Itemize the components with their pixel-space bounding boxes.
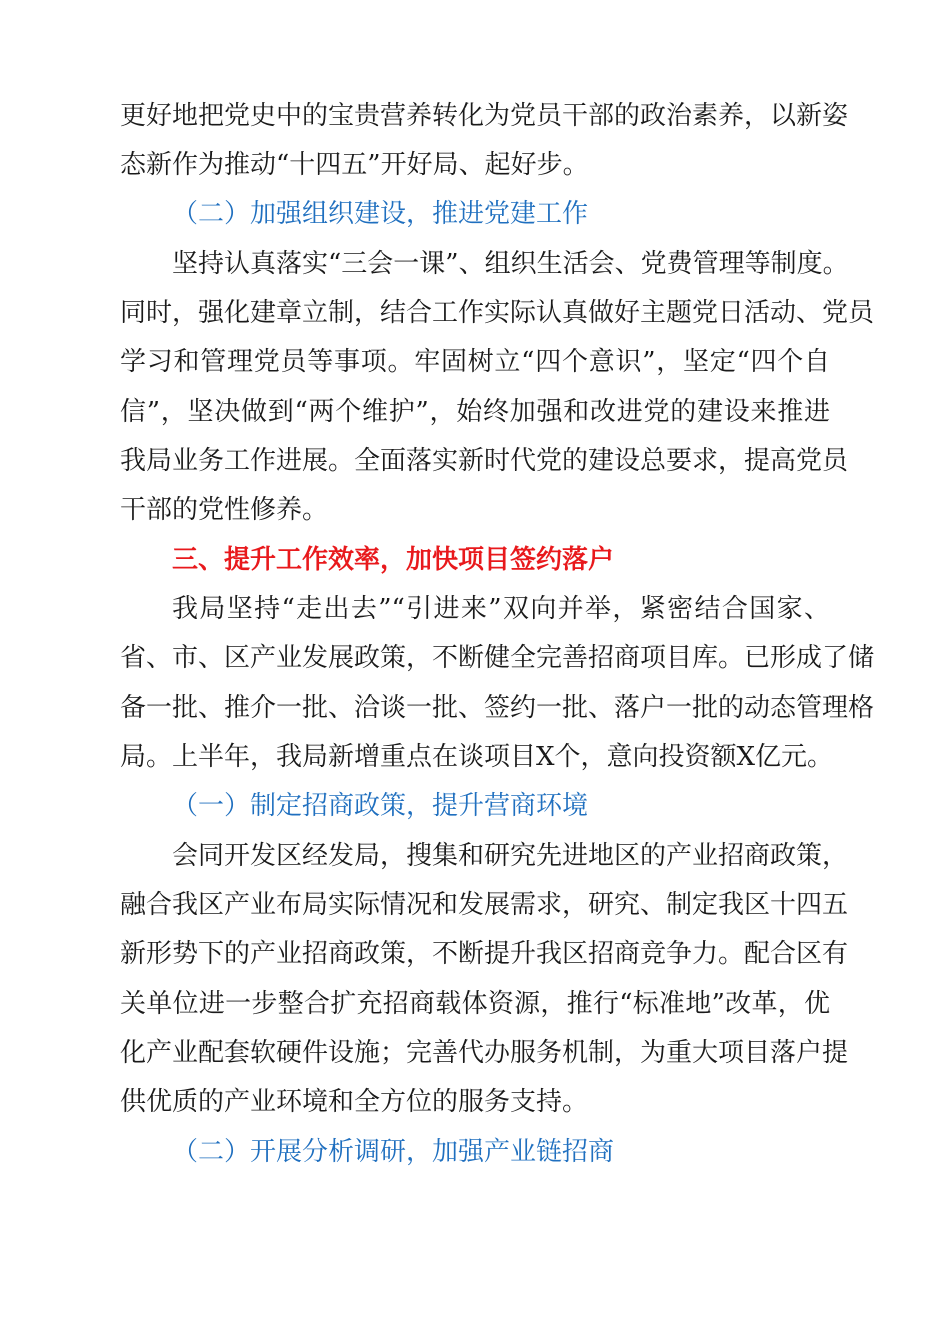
section-subheading: （二）加强组织建设，推进党建工作 <box>172 199 589 229</box>
paragraph-line: 我局坚持“走出去”“引进来”双向并举，紧密结合国家、 <box>172 594 830 624</box>
paragraph-line: 同时，强化建章立制，结合工作实际认真做好主题党日活动、党员 <box>120 298 875 328</box>
section-heading: 三、提升工作效率，加快项目签约落户 <box>172 545 615 575</box>
paragraph-line: 局。上半年，我局新增重点在谈项目X个，意向投资额X亿元。 <box>120 742 834 772</box>
paragraph-line: 学习和管理党员等事项。牢固树立“四个意识”，坚定“四个自 <box>120 347 830 377</box>
paragraph-line: 融合我区产业布局实际情况和发展需求，研究、制定我区十四五 <box>120 890 849 920</box>
paragraph-line: 关单位进一步整合扩充招商载体资源，推行“标准地”改革，优 <box>120 989 830 1019</box>
paragraph-line: 干部的党性修养。 <box>120 495 329 525</box>
paragraph-line: 会同开发区经发局，搜集和研究先进地区的产业招商政策， <box>172 841 849 871</box>
paragraph-line: 坚持认真落实“三会一课”、组织生活会、党费管理等制度。 <box>172 249 849 279</box>
paragraph-line: 态新作为推动“十四五”开好局、起好步。 <box>120 150 589 180</box>
paragraph-line: 信”，坚决做到“两个维护”，始终加强和改进党的建设来推进 <box>120 397 830 427</box>
paragraph-line: 我局业务工作进展。全面落实新时代党的建设总要求，提高党员 <box>120 446 849 476</box>
paragraph-line: 供优质的产业环境和全方位的服务支持。 <box>120 1087 589 1117</box>
paragraph-line: 新形势下的产业招商政策，不断提升我区招商竞争力。配合区有 <box>120 939 849 969</box>
paragraph-line: 省、市、区产业发展政策，不断健全完善招商项目库。已形成了储 <box>120 643 875 673</box>
paragraph-line: 化产业配套软硬件设施；完善代办服务机制，为重大项目落户提 <box>120 1038 849 1068</box>
paragraph-line: 更好地把党史中的宝贵营养转化为党员干部的政治素养，以新姿 <box>120 101 849 131</box>
section-subheading: （一）制定招商政策，提升营商环境 <box>172 791 589 821</box>
section-subheading: （二）开展分析调研，加强产业链招商 <box>172 1137 615 1167</box>
paragraph-line: 备一批、推介一批、洽谈一批、签约一批、落户一批的动态管理格 <box>120 693 875 723</box>
